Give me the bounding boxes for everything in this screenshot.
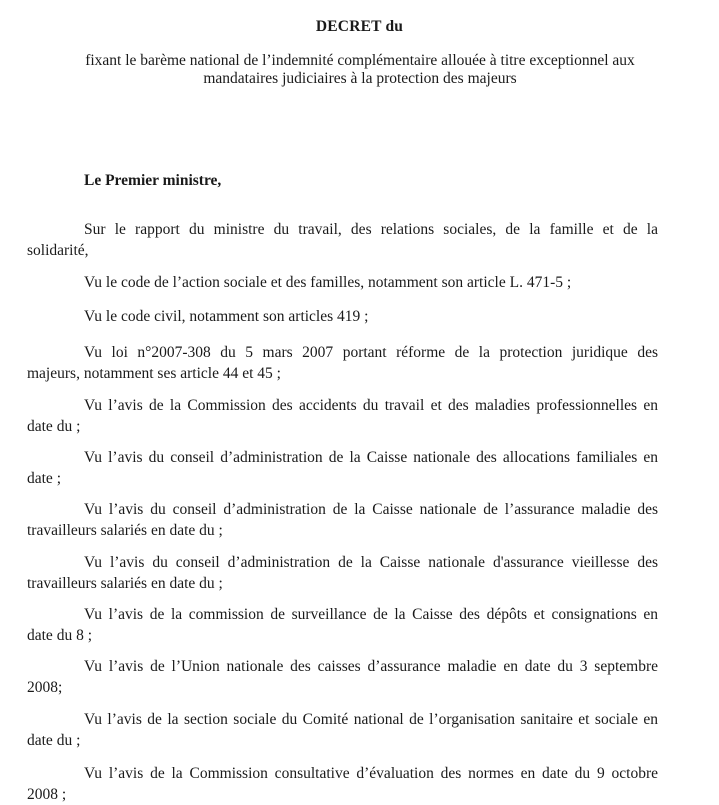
paragraph-avis-cnaf [27,447,658,489]
paragraph-line-2: majeurs, notamment ses article 44 et 45 ; [27,365,281,382]
paragraph-line-1: Vu l’avis de la section sociale du Comité national de l’organisation sanitaire et sociale en [84,711,658,728]
paragraph-line-1: Vu l’avis de la Commission consultative d’évaluation des normes en date du 9 octobre [84,765,658,782]
subtitle-line-1: fixant le barème national de l’indemnité complémentaire allouée à titre exceptionnel aux [85,52,635,69]
subtitle-line-2: mandataires judiciaires à la protection des majeurs [203,70,517,87]
paragraph-line-2: 2008; [27,679,63,696]
paragraph-code-action-sociale [27,272,658,293]
paragraph-line-1: Vu l’avis du conseil d’administration de la Caisse nationale des allocations familiales en [84,449,658,466]
paragraph-avis-cnam [27,499,658,541]
paragraph-avis-caisse-depots [27,604,658,646]
paragraph-line-1: Vu l’avis de la commission de surveillance de la Caisse des dépôts et consignations en [84,606,658,623]
paragraph-line-2: date du 8 ; [27,627,92,644]
paragraph-avis-cnoss [27,709,658,751]
paragraph-line-2: date du ; [27,418,81,435]
paragraph-line-2: travailleurs salariés en date du ; [27,575,223,592]
decree-title: DECRET du [315,18,404,35]
paragraph-line-2: solidarité, [27,242,89,259]
paragraph-line-1: Sur le rapport du ministre du travail, des relations sociales, de la famille et de la [84,221,658,238]
paragraph-rapport [27,219,658,261]
paragraph-avis-cnav [27,552,658,594]
paragraph-line-1: Vu le code de l’action sociale et des familles, notamment son article L. 471-5 ; [84,274,572,291]
paragraph-line-1: Vu le code civil, notamment son articles 419 ; [84,308,369,325]
paragraph-line-1: Vu l’avis du conseil d’administration de la Caisse nationale de l’assurance maladie des [84,501,658,518]
paragraph-line-1: Vu l’avis de la Commission des accidents du travail et des maladies professionnelles en [84,397,658,414]
prime-minister-heading: Le Premier ministre, [84,172,222,189]
paragraph-line-2: date ; [27,470,61,487]
paragraph-line-1: Vu l’avis du conseil d’administration de la Caisse nationale d'assurance vieillesse des [84,554,658,571]
paragraph-code-civil [27,306,658,327]
paragraph-line-1: Vu loi n°2007-308 du 5 mars 2007 portant réforme de la protection juridique des [84,344,658,361]
paragraph-avis-evaluation-normes [27,763,658,805]
paragraph-avis-uncam [27,656,658,698]
paragraph-loi-2007 [27,342,658,384]
paragraph-line-2: date du ; [27,732,81,749]
decree-subtitle [40,52,680,88]
paragraph-line-2: travailleurs salariés en date du ; [27,522,223,539]
paragraph-avis-accidents-travail [27,395,658,437]
paragraph-line-1: Vu l’avis de l’Union nationale des caisses d’assurance maladie en date du 3 septembre [84,658,658,675]
paragraph-line-2: 2008 ; [27,786,67,803]
